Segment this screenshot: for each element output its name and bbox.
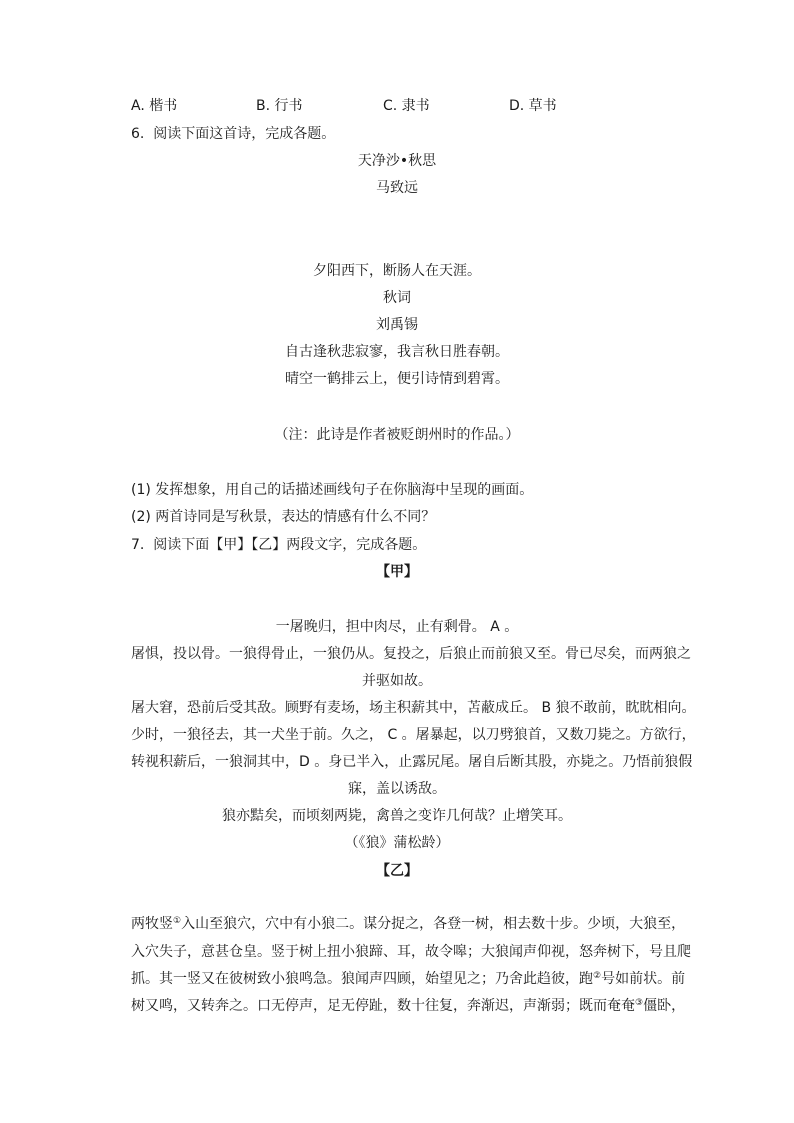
poem2-author: 刘禹锡 [376,317,418,333]
poem1-line: 夕阳西下，断肠人在天涯。 [313,263,481,279]
poem2-line-2: 晴空一鹤排云上，便引诗情到碧霄。 [285,371,509,387]
yi-text: 两牧竖 [131,916,173,932]
poem2-line-1: 自古逢秋悲寂寥，我言秋日胜春朝。 [285,344,509,360]
option-c: C. 隶书 [383,98,430,114]
q7-stem: 7. 阅读下面【甲】【乙】两段文字，完成各题。 [131,537,427,553]
yi-text: 僵卧， [643,998,686,1014]
jia-source: （《狼》蒲松龄） [344,835,450,851]
poem1-title: 天净沙•秋思 [357,153,437,169]
yi-text: 树又鸣，又转奔之。口无停声，足无停趾，数十往复，奔渐迟，声渐弱；既而奄奄 [131,998,635,1014]
q6-stem: 6. 阅读下面这首诗，完成各题。 [131,126,336,142]
jia-line: 寐，盖以诱敌。 [348,781,446,797]
poem1-author: 马致远 [376,180,418,196]
q6-sub-1: (1) 发挥想象，用自己的话描述画线句子在你脑海中呈现的画面。 [131,482,534,498]
jia-line: 转视积薪后，一狼洞其中，D 。身已半入，止露尻尾。屠自后断其股，亦毙之。乃悟前狼假 [131,754,693,770]
option-d: D. 草书 [509,98,557,114]
option-a: A. 楷书 [131,98,178,114]
yi-text: 号如前状。前 [601,971,686,987]
jia-line: 并驱如故。 [362,673,432,689]
poem-note: （注：此诗是作者被贬朗州时的作品。） [274,427,520,443]
jia-line: 一屠晚归，担中肉尽，止有剩骨。 A 。 [275,619,519,635]
yi-line-1 [131,915,685,933]
jia-heading: 【甲】 [376,564,418,580]
yi-line-4 [131,997,685,1015]
yi-text: 入山至狼穴，穴中有小狼二。谋分捉之，各登一树，相去数十步。少顷，大狼至， [181,916,686,932]
jia-line: 屠大窘，恐前后受其敌。顾野有麦场，场主积薪其中，苫蔽成丘。 B 狼不敢前，眈眈相向。 [131,700,696,716]
q6-sub-2: (2) 两首诗同是写秋景，表达的情感有什么不同？ [131,509,436,525]
yi-heading: 【乙】 [376,863,418,879]
footnote-marker: ③ [635,998,644,1008]
yi-line-2: 入穴失子，意甚仓皇。竖于树上扭小狼蹄、耳，故令嗥；大狼闻声仰视，怒奔树下，号且爬 [131,944,691,960]
jia-line: 少时，一狼径去，其一犬坐于前。久之， C 。屠暴起，以刀劈狼首，又数刀毙之。方欲行， [131,727,696,743]
jia-line: 狼亦黠矣，而顷刻两毙，禽兽之变诈几何哉？止增笑耳。 [222,808,572,824]
jia-line: 屠惧，投以骨。一狼得骨止，一狼仍从。复投之，后狼止而前狼又至。骨已尽矣，而两狼之 [131,646,691,662]
footnote-marker: ① [173,916,182,926]
yi-text: 抓。其一竖又在彼树致小狼鸣急。狼闻声四顾，始望见之；乃舍此趋彼，跑 [131,971,593,987]
yi-line-3 [131,970,685,988]
poem2-title: 秋词 [383,290,411,306]
option-b: B. 行书 [256,98,303,114]
footnote-marker: ② [593,971,602,981]
